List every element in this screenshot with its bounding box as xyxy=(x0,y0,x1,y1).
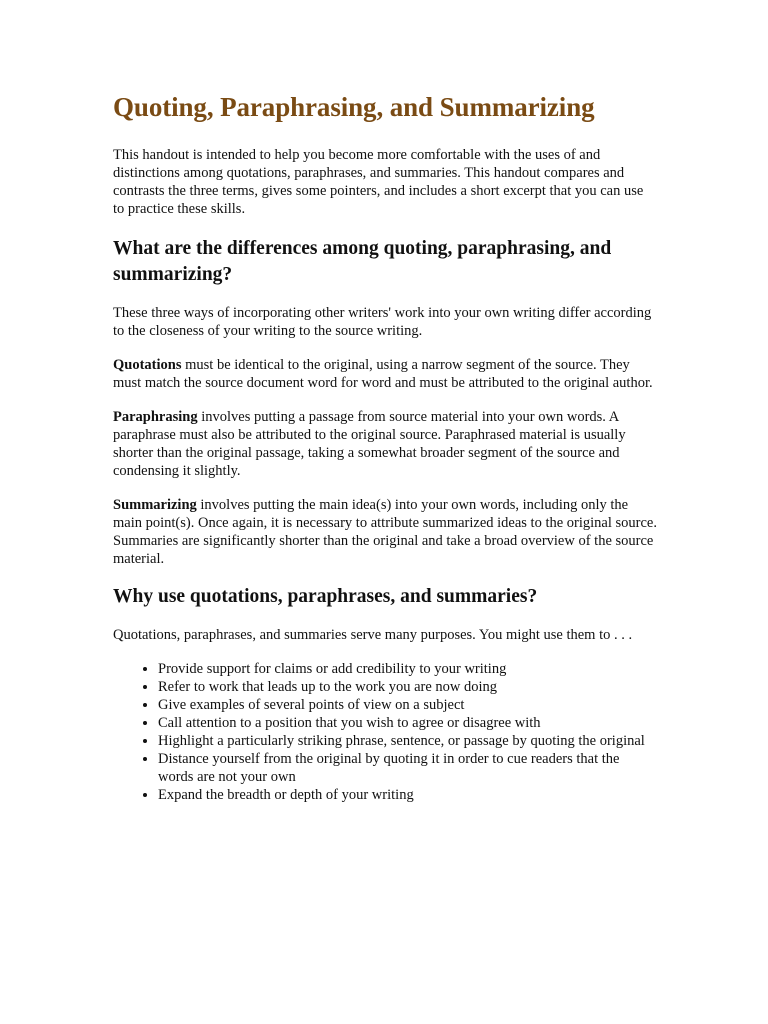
section-heading-why-use: Why use quotations, paraphrases, and summaries? xyxy=(113,586,538,607)
list-item: • Expand the breadth or depth of your writing xyxy=(158,786,658,804)
paraphrasing-term: Paraphrasing xyxy=(113,409,198,425)
quotations-term: Quotations xyxy=(113,357,182,373)
list-item: • Provide support for claims or add credibility to your writing xyxy=(158,660,658,678)
section-heading-differences: What are the differences among quoting, paraphrasing, and summarizing? xyxy=(113,238,612,285)
list-item: • Give examples of several points of view on a subject xyxy=(158,696,658,714)
list-item: • Call attention to a position that you wish to agree or disagree with xyxy=(158,714,658,732)
why-use-lead-paragraph: Quotations, paraphrases, and summaries serve many purposes. You might use them to . . . xyxy=(113,627,633,643)
summarizing-text: involves putting the main idea(s) into your own words, including only the main point(s). Once again, it is necessary to attribute summarized ideas to the original source. Summaries are significantly shorter than the original and take a broad overview of the source material. xyxy=(113,497,657,567)
differences-lead-paragraph: These three ways of incorporating other writers' work into your own writing differ according to the closeness of your writing to the source writing. xyxy=(113,305,652,339)
summarizing-paragraph xyxy=(113,496,658,568)
summarizing-term: Summarizing xyxy=(113,497,197,513)
list-item: • Highlight a particularly striking phrase, sentence, or passage by quoting the original xyxy=(158,732,658,750)
paraphrasing-paragraph xyxy=(113,408,658,480)
quotations-paragraph xyxy=(113,356,658,392)
list-item: • Refer to work that leads up to the work you are now doing xyxy=(158,678,658,696)
document-page xyxy=(113,88,658,804)
list-item: • Distance yourself from the original by quoting it in order to cue readers that the words are not your own xyxy=(158,750,658,786)
purposes-list xyxy=(113,660,658,804)
intro-paragraph: This handout is intended to help you become more comfortable with the uses of and distinctions among quotations, paraphrases, and summaries. This handout compares and contrasts the three terms, gives some pointers, and includes a short excerpt that you can use to practice these skills. xyxy=(113,147,644,217)
paraphrasing-text: involves putting a passage from source material into your own words. A paraphrase must also be attributed to the original source. Paraphrased material is usually shorter than the original passage, taking a somewhat broader segment of the source and condensing it slightly. xyxy=(113,409,626,479)
quotations-text: must be identical to the original, using a narrow segment of the source. They must match the source document word for word and must be attributed to the original author. xyxy=(113,357,653,391)
document-title: Quoting, Paraphrasing, and Summarizing xyxy=(113,92,595,122)
